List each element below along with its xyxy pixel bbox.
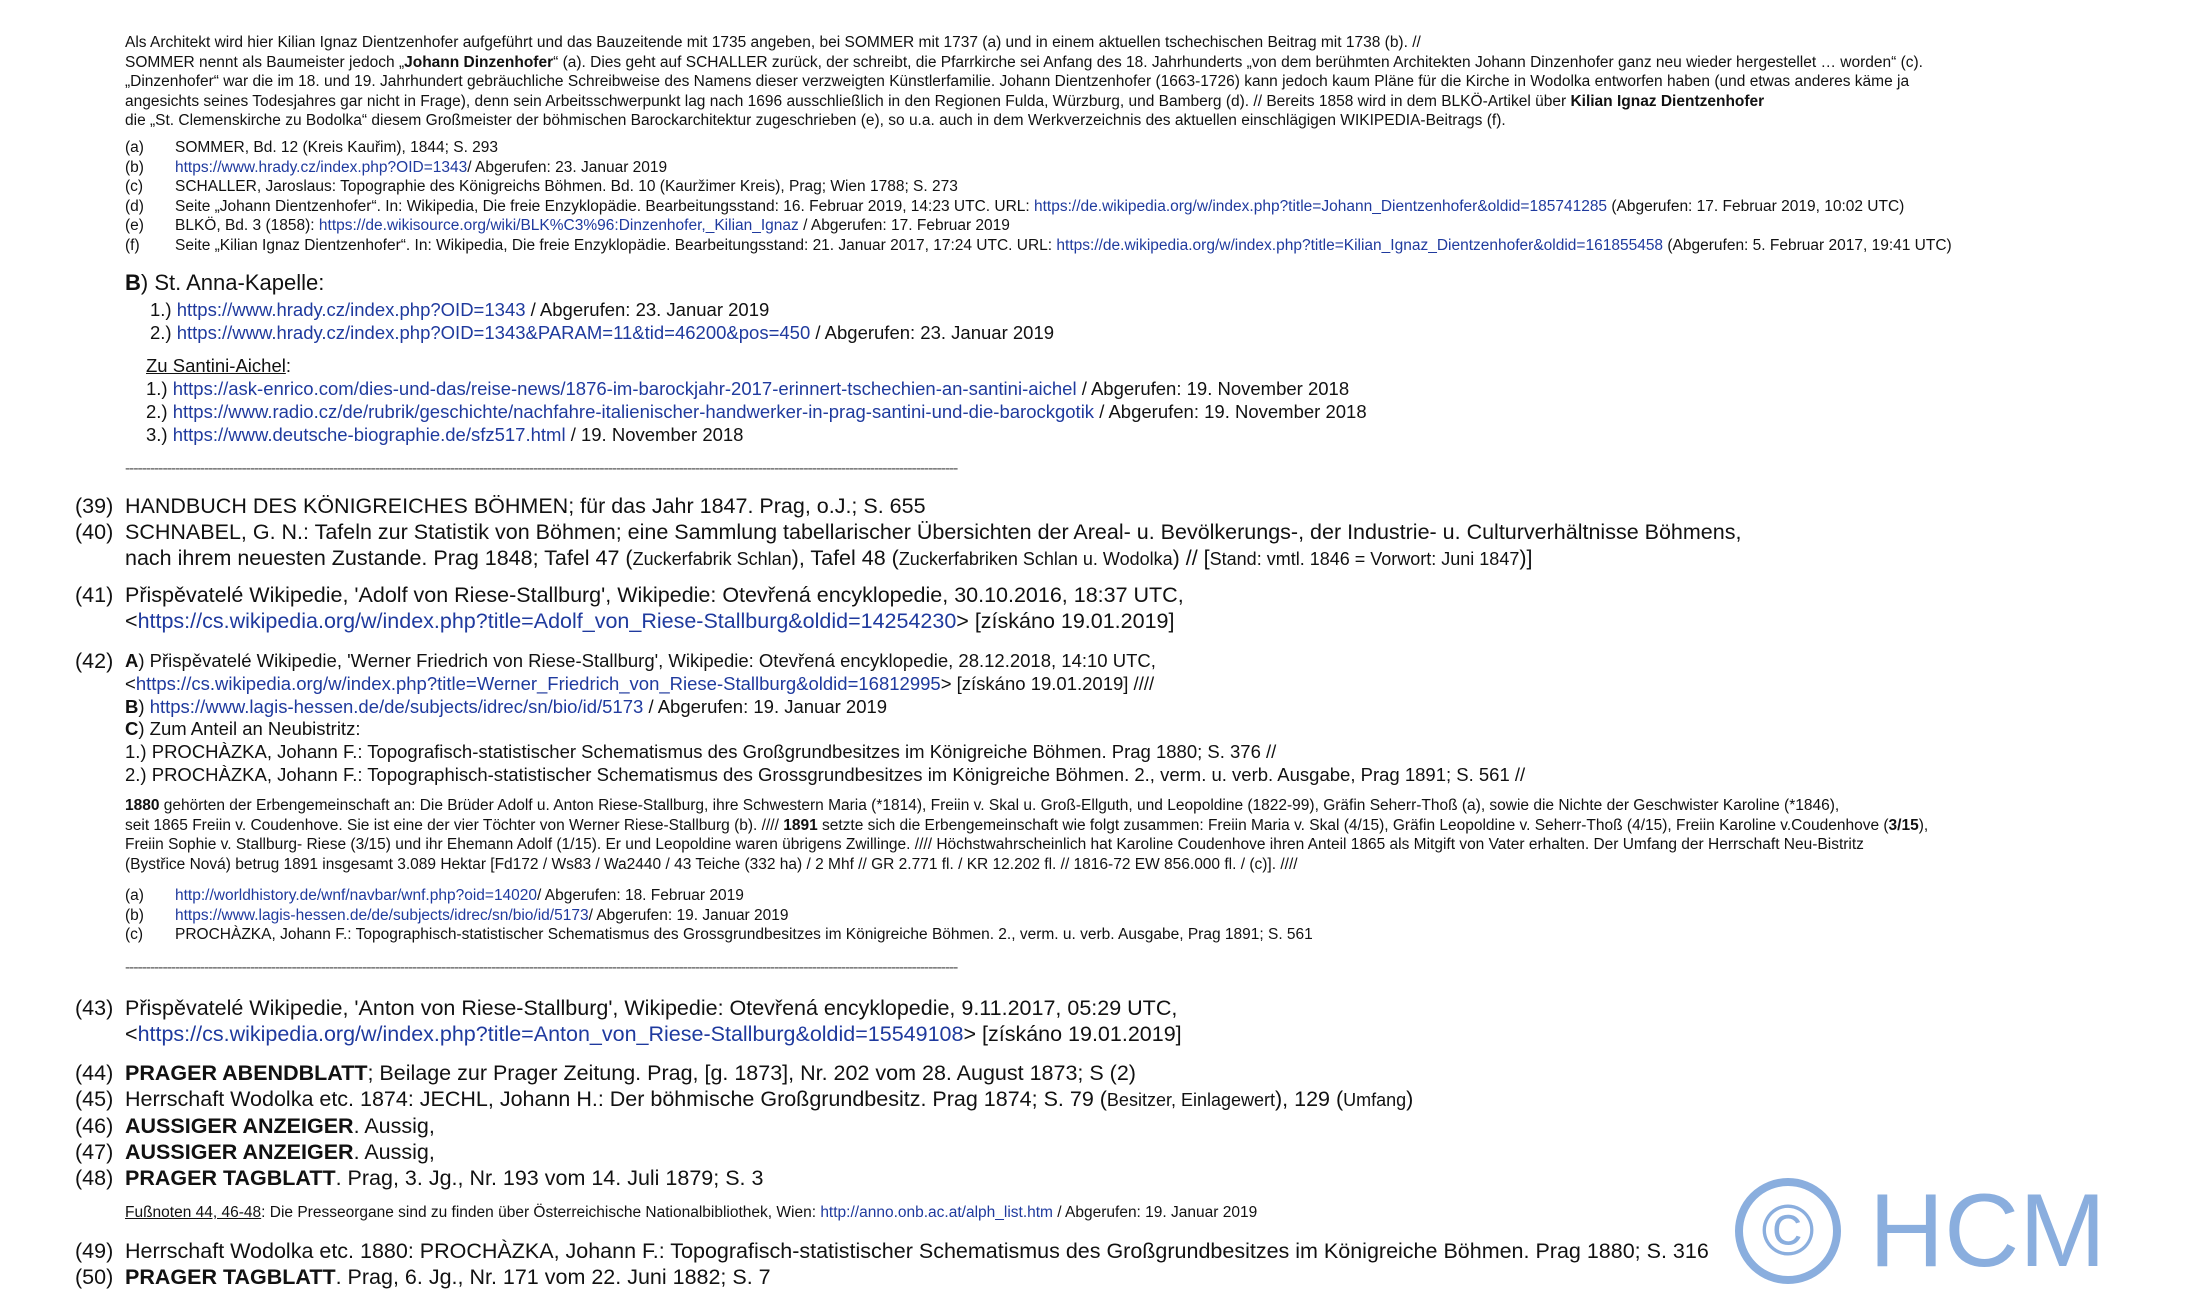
watermark-text: HCM <box>1869 1173 2106 1289</box>
anna-link[interactable]: https://www.hrady.cz/index.php?OID=1343&PARAM=11&tid=46200&pos=450 <box>176 322 811 343</box>
anna-link-item: 1.) https://www.hrady.cz/index.php?OID=1343 / Abgerufen: 23. Januar 2019 <box>150 299 770 320</box>
anna-heading: B) St. Anna-Kapelle: <box>125 270 325 295</box>
note-item: (f) Seite „Kilian Ignaz Dientzenhofer“. In: Wikipedia, Die freie Enzyklopädie. Bearbeitungsstand: 21. Januar 2017, 17:24 UTC. URL: https://de.wikipedia.org/w/index.php?title=Kilian_Ignaz_Dientzenhofer&oldid=161855458 (Abgerufen: 5. Februar 2017, 19:41 UTC) <box>125 236 1952 254</box>
anna-section <box>125 270 2025 446</box>
note-item: (a) http://worldhistory.de/wnf/navbar/wnf.php?oid=14020 / Abgerufen: 18. Februar 2019 <box>125 887 744 904</box>
separator-line: -------------------------------------------------------------------------------------------------------------------------------------------------------------------------------------------------------- <box>125 460 958 477</box>
reference-45: (45) Herrschaft Wodolka etc. 1874: JECHL, Johann H.: Der böhmische Großgrundbesitz. Prag 1874; S. 79 (Besitzer, Einlagewert), 129 (Umfang) <box>75 1087 1414 1111</box>
reference-50: (50) PRAGER TAGBLATT. Prag, 6. Jg., Nr. 171 vom 22. Juni 1882; S. 7 <box>75 1265 771 1289</box>
intro-line: SOMMER nennt als Baumeister jedoch „Johann Dinzenhofer“ (a). Dies geht auf SCHALLER zurück, der schreibt, die Pfarrkirche sei Anfang des 18. Jahrhunderts „von dem berühmten Architekten Johann Dinzenhofer ganz neu wieder hergestellet … worden“ (c). <box>125 53 1923 71</box>
reference-43-link[interactable]: https://cs.wikipedia.org/w/index.php?title=Anton_von_Riese-Stallburg&oldid=15549108 <box>137 1022 964 1046</box>
copyright-icon: © <box>1735 1178 1841 1284</box>
santini-link-item: 1.) https://ask-enrico.com/dies-und-das/reise-news/1876-im-barockjahr-2017-erinnert-tschechien-an-santini-aichel / Abgerufen: 19. November 2018 <box>146 378 1350 399</box>
reference-44: (44) PRAGER ABENDBLATT; Beilage zur Prager Zeitung. Prag, [g. 1873], Nr. 202 vom 28. August 1873; S (2) <box>75 1061 1136 1085</box>
reference-39: (39) HANDBUCH DES KÖNIGREICHES BÖHMEN; für das Jahr 1847. Prag, o.J.; S. 655 <box>75 494 926 518</box>
santini-heading: Zu Santini-Aichel: <box>146 355 291 376</box>
intro-line: Als Architekt wird hier Kilian Ignaz Dientzenhofer aufgeführt und das Bauzeitende mit 1735 angeben, bei SOMMER mit 1737 (a) und in einem aktuellen tschechischen Beitrag mit 1738 (b). // <box>125 34 1421 51</box>
reference-46: (46) AUSSIGER ANZEIGER. Aussig, <box>75 1114 435 1138</box>
note-link[interactable]: https://de.wikisource.org/wiki/BLK%C3%96:Dinzenhofer,_Kilian_Ignaz <box>318 217 799 235</box>
note-link[interactable]: https://www.lagis-hessen.de/de/subjects/idrec/sn/bio/id/5173 <box>175 906 589 924</box>
note-item: (e) BLKÖ, Bd. 3 (1858): https://de.wikisource.org/wiki/BLK%C3%96:Dinzenhofer,_Kilian_Ignaz / Abgerufen: 17. Februar 2019 <box>125 217 1010 235</box>
reference-41-link[interactable]: https://cs.wikipedia.org/w/index.php?title=Adolf_von_Riese-Stallburg&oldid=14254230 <box>137 609 957 633</box>
reference-42-b-link[interactable]: https://www.lagis-hessen.de/de/subjects/idrec/sn/bio/id/5173 <box>149 695 644 717</box>
note-link[interactable]: https://de.wikipedia.org/w/index.php?title=Kilian_Ignaz_Dientzenhofer&oldid=161855458 <box>1056 236 1664 254</box>
anna-link-item: 2.) https://www.hrady.cz/index.php?OID=1343&PARAM=11&tid=46200&pos=450 / Abgerufen: 23. Januar 2019 <box>150 322 1055 343</box>
reference-42: (42) A) Přispěvatelé Wikipedie, 'Werner Friedrich von Riese-Stallburg', Wikipedie: Otevřená encyklopedie, 28.12.2018, 14:10 UTC, <https://cs.wikipedia.org/w/index.php?title=Werner_Friedrich_von_Riese-Stallburg&oldid=16812995> [získáno 19.01.2019] //// B) https://www.lagis-hessen.de/de/subjects/idrec/sn/bio/id/5173 / Abgerufen: 19. Januar 2019 C) Zum Anteil an Neubistritz: 1.) PROCHÀZKA, Johann F.: Topografisch-statistischer Schematismus des Großgrundbesitzes im Königreiche Böhmen. Prag 1880; S. 376 // 2.) PROCHÀZKA, Johann F.: Topographisch-statistischer Schematismus des Grossgrundbesitzes im Königreiche Böhmen. 2., verm. u. verb. Ausgabe, Prag 1891; S. 561 // <box>75 648 2195 787</box>
santini-link-item: 3.) https://www.deutsche-biographie.de/sfz517.html / 19. November 2018 <box>146 424 744 445</box>
reference-47: (47) AUSSIGER ANZEIGER. Aussig, <box>75 1140 435 1164</box>
reference-43: (43) Přispěvatelé Wikipedie, 'Anton von Riese-Stallburg', Wikipedie: Otevřená encyklopedie, 9.11.2017, 05:29 UTC, <https://cs.wikipedia.org/w/index.php?title=Anton_von_Riese-Stallburg&oldid=15549108> [získáno 19.01.2019] <box>75 996 1182 1046</box>
note-link[interactable]: https://www.hrady.cz/index.php?OID=1343 <box>175 158 468 176</box>
note-item: (b) https://www.hrady.cz/index.php?OID=1343 / Abgerufen: 23. Januar 2019 <box>125 158 668 176</box>
intro-paragraph <box>125 33 2185 131</box>
santini-section <box>146 354 2025 446</box>
separator-line: -------------------------------------------------------------------------------------------------------------------------------------------------------------------------------------------------------- <box>125 959 958 976</box>
note-item: (d) Seite „Johann Dientzenhofer“. In: Wikipedia, Die freie Enzyklopädie. Bearbeitungsstand: 16. Februar 2019, 14:23 UTC. URL: https://de.wikipedia.org/w/index.php?title=Johann_Dientzenhofer&oldid=185741285 (Abgerufen: 17. Februar 2019, 10:02 UTC) <box>125 197 1905 215</box>
note-link[interactable]: http://worldhistory.de/wnf/navbar/wnf.php?oid=14020 <box>175 887 538 904</box>
anno-link[interactable]: http://anno.onb.ac.at/alph_list.htm <box>820 1204 1053 1221</box>
note-item: (c) SCHALLER, Jaroslaus: Topographie des Königreichs Böhmen. Bd. 10 (Kauržimer Kreis), Prag; Wien 1788; S. 273 <box>125 178 958 196</box>
reference-49: (49) Herrschaft Wodolka etc. 1880: PROCHÀZKA, Johann F.: Topografisch-statistischer Schematismus des Großgrundbesitzes im Königreiche Böhmen. Prag 1880; S. 316 <box>75 1239 1709 1263</box>
santini-link-item: 2.) https://www.radio.cz/de/rubrik/geschichte/nachfahre-italienischer-handwerker-in-prag-santini-und-die-barockgotik / Abgerufen: 19. November 2018 <box>146 401 1367 422</box>
intro-line: „Dinzenhofer“ war die im 18. und 19. Jahrhundert gebräuchliche Schreibweise des Namens dieser verzweigten Künstlerfamilie. Johann Dientzenhofer (1663-1726) kann jedoch kaum Pläne für die Kirche in Wodolka entworfen haben (und etwas anderes käme ja <box>125 73 1910 91</box>
reference-42-paragraph: 1880 gehörten der Erbengemeinschaft an: Die Brüder Adolf u. Anton Riese-Stallburg, ihre Schwestern Maria (*1814), Freiin v. Skal u. Groß-Ellguth, und Leopoldine (1822-99), Gräfin Seherr-Thoß (a), sowie die Nichte der Geschwister Karoline (*1846), seit 1865 Freiin v. Coudenhove. Sie ist eine der vier Töchter von Werner Riese-Stallburg (b). //// 1891 setzte sich die Erbengemeinschaft wie folgt zusammen: Freiin Maria v. Skal (4/15), Gräfin Leopoldine v. Seherr-Thoß (4/15), Freiin Karoline v.Coudenhove (3/15), Freiin Sophie v. Stallburg- Riese (3/15) und ihr Ehemann Adolf (1/15). Er und Leopoldine waren übrigens Zwillinge. //// Höchstwahrscheinlich hat Karoline Coudenhove ihren Anteil 1865 als Mitgift von Vater erhalten. Der Umfang der Herrschaft Neu-Bistritz (Bystřice Nová) betrug 1891 insgesamt 3.089 Hektar [Fd172 / Ws83 / Wa2440 / 43 Teiche (332 ha) / 2 Mhf // GR 2.771 fl. / KR 12.202 fl. // 1816-72 EW 856.000 fl. / (c)]. //// <box>125 797 1929 873</box>
reference-42-c: C) Zum Anteil an Neubistritz: <box>125 718 361 740</box>
intro-line: angesichts seines Todesjahres gar nicht in Frage), denn sein Arbeitsschwerpunkt lag nach 1696 ausschließlich in den Regionen Fulda, Würzburg, und Bamberg (d). // Bereits 1858 wird in dem BLKÖ-Artikel über Kilian Ignaz Dientzenhofer <box>125 92 1765 110</box>
anna-links <box>150 298 2025 344</box>
santini-link[interactable]: https://www.radio.cz/de/rubrik/geschichte/nachfahre-italienischer-handwerker-in-prag-santini-und-die-barockgotik <box>172 401 1095 422</box>
notes-list-intro <box>125 138 2195 256</box>
reference-42-a-link[interactable]: https://cs.wikipedia.org/w/index.php?title=Werner_Friedrich_von_Riese-Stallburg&oldid=16812995 <box>135 672 941 694</box>
note-link[interactable]: https://de.wikipedia.org/w/index.php?title=Johann_Dientzenhofer&oldid=185741285 <box>1034 197 1608 215</box>
reference-40: (40) SCHNABEL, G. N.: Tafeln zur Statistik von Böhmen; eine Sammlung tabellarischer Übersichten der Areal- u. Bevölkerungs-, der Industrie- u. Culturverhältnisse Böhmens, nach ihrem neuesten Zustande. Prag 1848; Tafel 47 (Zuckerfabrik Schlan), Tafel 48 (Zuckerfabriken Schlan u. Wodolka) // [Stand: vmtl. 1846 = Vorwort: Juni 1847)] <box>75 520 1742 570</box>
anna-link[interactable]: https://www.hrady.cz/index.php?OID=1343 <box>176 299 526 320</box>
intro-line: die „St. Clemenskirche zu Bodolka“ diesem Großmeister der böhmischen Barockarchitektur zugeschrieben (e), so u.a. auch in dem Werkverzeichnis des aktuellen einschlägigen WIKIPEDIA-Beitrags (f). <box>125 112 1506 130</box>
references-39-41 <box>75 493 2175 634</box>
fussnoten-note: Fußnoten 44, 46-48: Die Presseorgane sind zu finden über Österreichische Nationalbibliothek, Wien: http://anno.onb.ac.at/alph_list.htm / Abgerufen: 19. Januar 2019 <box>125 1204 1258 1221</box>
note-item: (c) PROCHÀZKA, Johann F.: Topographisch-statistischer Schematismus des Grossgrundbesitzes im Königreiche Böhmen. 2., verm. u. verb. Ausgabe, Prag 1891; S. 561 <box>125 926 1313 944</box>
reference-42-b: B) https://www.lagis-hessen.de/de/subjects/idrec/sn/bio/id/5173 / Abgerufen: 19. Januar 2019 <box>125 695 888 717</box>
santini-link[interactable]: https://ask-enrico.com/dies-und-das/reise-news/1876-im-barockjahr-2017-erinnert-tschechien-an-santini-aichel <box>172 378 1077 399</box>
reference-42-a: A) Přispěvatelé Wikipedie, 'Werner Friedrich von Riese-Stallburg', Wikipedie: Otevřená encyklopedie, 28.12.2018, 14:10 UTC, <box>125 650 1156 671</box>
references-43-48 <box>75 995 2175 1191</box>
reference-48: (48) PRAGER TAGBLATT. Prag, 3. Jg., Nr. 193 vom 14. Juli 1879; S. 3 <box>75 1166 764 1190</box>
santini-link[interactable]: https://www.deutsche-biographie.de/sfz517.html <box>172 424 566 445</box>
note-item: (a) SOMMER, Bd. 12 (Kreis Kauřim), 1844; S. 293 <box>125 139 499 156</box>
reference-41: (41) Přispěvatelé Wikipedie, 'Adolf von Riese-Stallburg', Wikipedie: Otevřená encyklopedie, 30.10.2016, 18:37 UTC, <https://cs.wikipedia.org/w/index.php?title=Adolf_von_Riese-Stallburg&oldid=14254230> [získáno 19.01.2019] <box>75 583 1184 633</box>
note-item: (b) https://www.lagis-hessen.de/de/subjects/idrec/sn/bio/id/5173 / Abgerufen: 19. Januar 2019 <box>125 906 789 924</box>
copyright-watermark <box>1735 1173 2106 1289</box>
notes-list-42 <box>125 886 2125 945</box>
